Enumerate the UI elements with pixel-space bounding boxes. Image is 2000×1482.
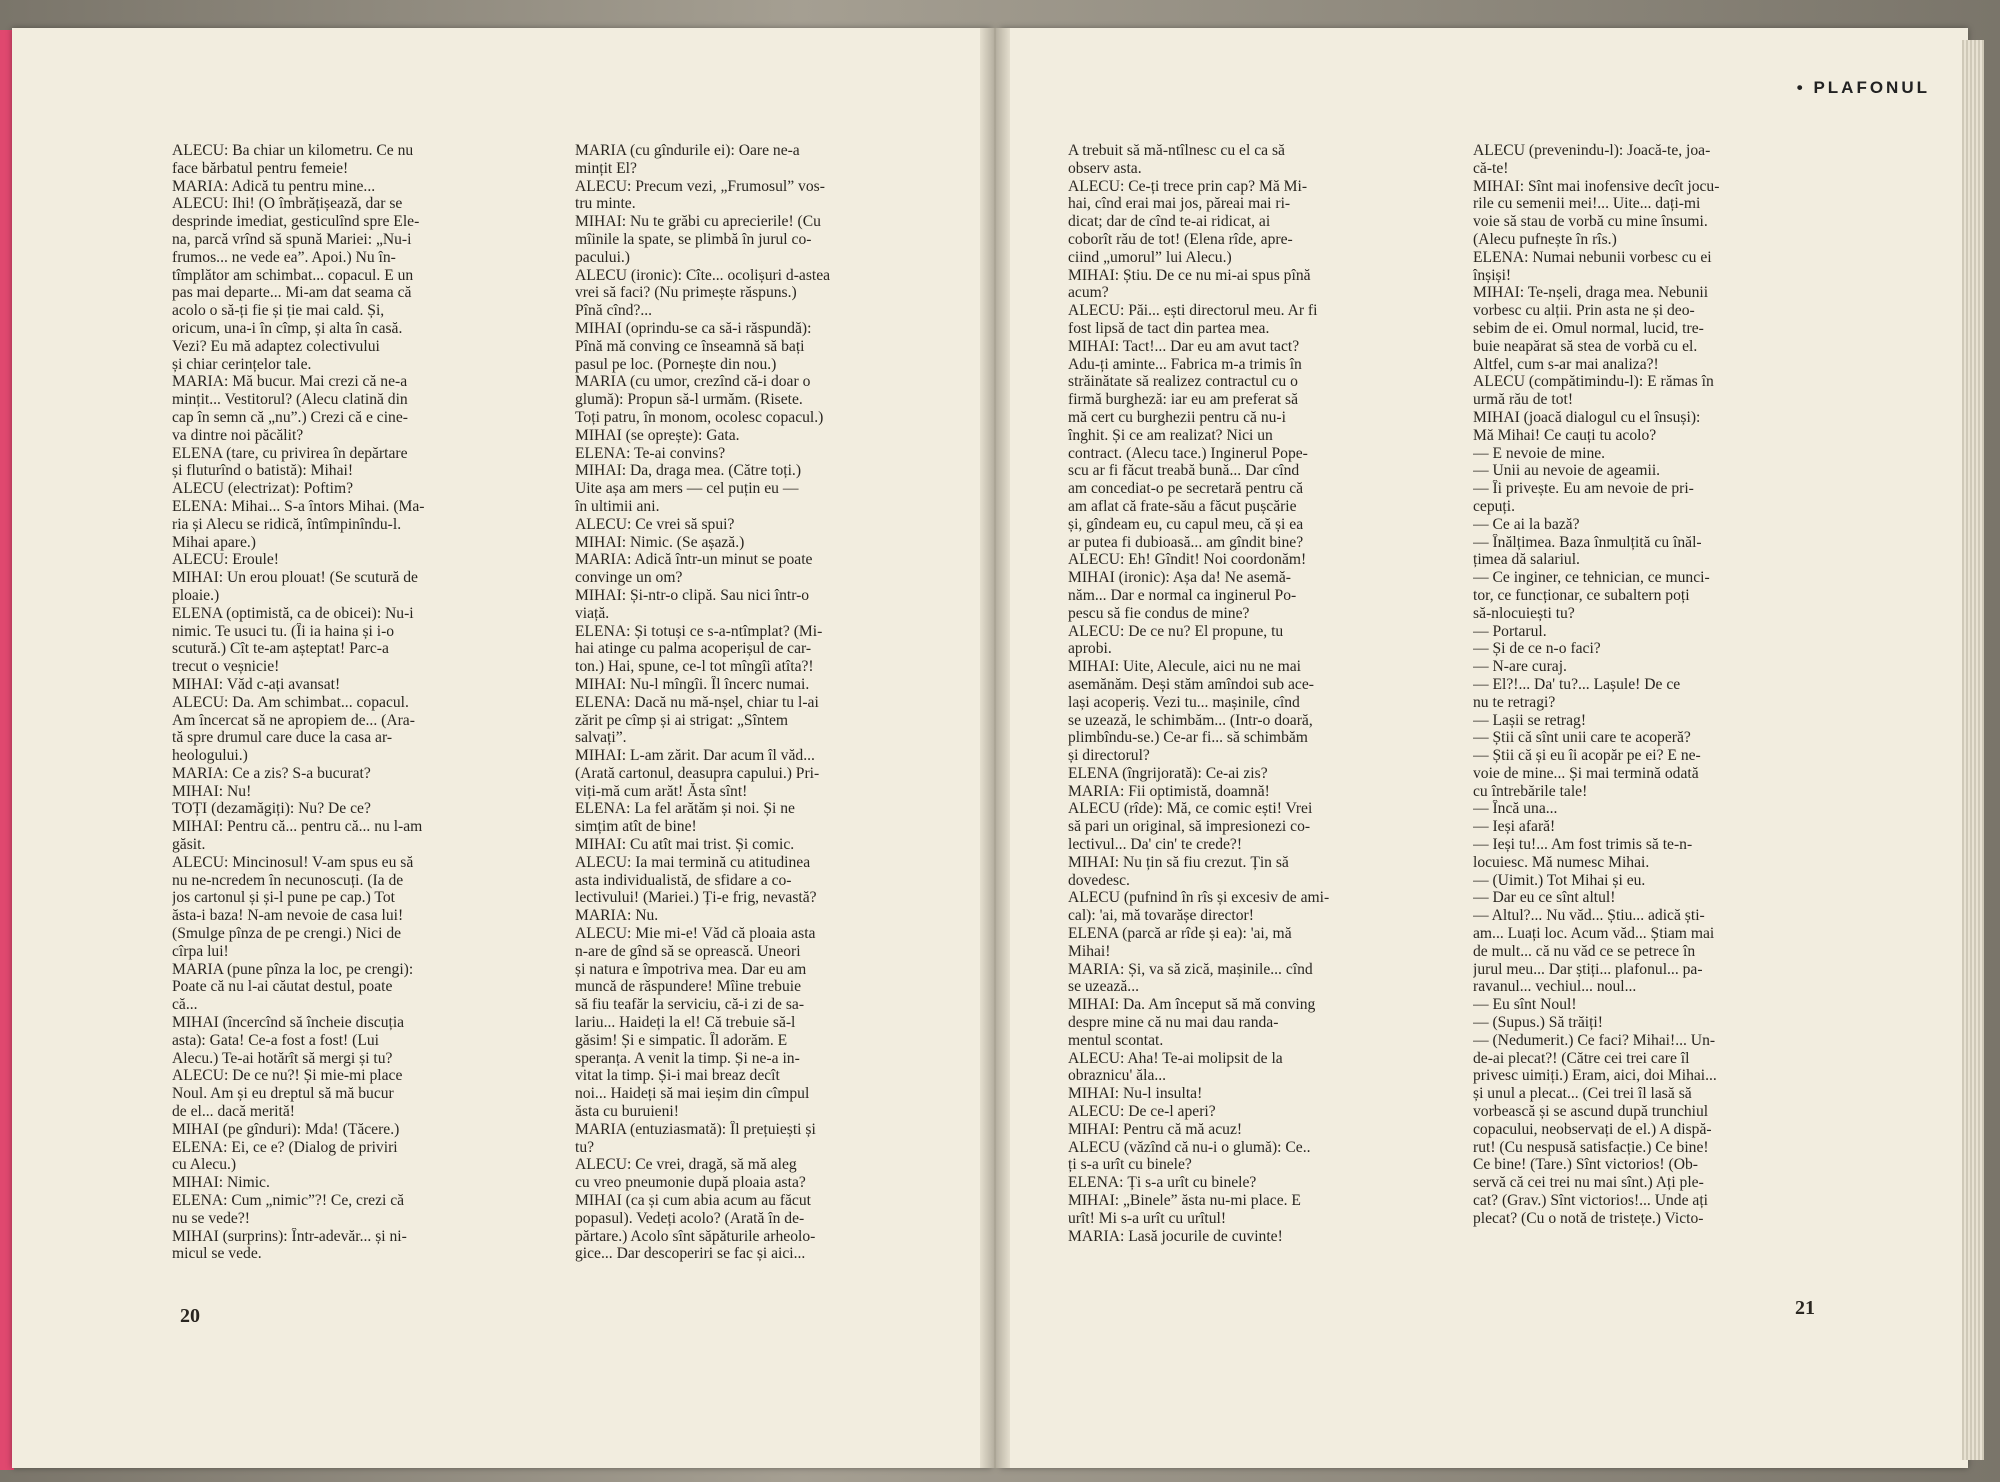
text-line: convinge un om? bbox=[575, 569, 683, 587]
text-line: de-ai plecat?! (Către cei trei care îl bbox=[1473, 1049, 1690, 1067]
text-line: găsit. bbox=[172, 836, 206, 854]
text-line: desprinde imediat, gesticulînd spre Ele- bbox=[172, 213, 420, 231]
text-line: am concediat-o pe secretară pentru că bbox=[1068, 480, 1304, 498]
text-line: — (Uimit.) Tot Mihai și eu. bbox=[1473, 871, 1646, 889]
text-line: aprobi. bbox=[1068, 640, 1112, 658]
text-line: — Ieși tu!... Am fost trimis să te-n- bbox=[1473, 836, 1693, 854]
text-line: ploaie.) bbox=[172, 586, 220, 604]
text-line: găsim! Și e simpatic. Îl adorăm. E bbox=[575, 1031, 788, 1049]
text-line: — N-are curaj. bbox=[1473, 658, 1567, 676]
text-line: ALECU (electrizat): Poftim? bbox=[172, 480, 353, 498]
text-line: asemănăm. Deși stăm amîndoi sub ace- bbox=[1068, 675, 1314, 693]
text-line: vitat la timp. Și-i mai breaz decît bbox=[575, 1067, 780, 1085]
text-line: mă cert cu burghezii pentru că nu-i bbox=[1068, 408, 1286, 426]
text-line: ar putea fi dubioasă... am gîndit bine? bbox=[1068, 533, 1304, 551]
text-line: A trebuit să mă-ntîlnesc cu el ca să bbox=[1068, 142, 1285, 159]
text-line: nu ne-ncredem în necunoscuți. (Ia de bbox=[172, 871, 404, 889]
text-line: pas mai departe... Mi-am dat seama că bbox=[172, 284, 412, 302]
text-line: MARIA (cu gîndurile ei): Oare ne-a bbox=[575, 142, 800, 159]
text-line: tîmplător am schimbat... copacul. E un bbox=[172, 266, 414, 284]
text-line: cu întrebările tale! bbox=[1473, 782, 1588, 800]
text-line: popasul). Vedeți acolo? (Arată în de- bbox=[575, 1209, 805, 1227]
text-line: tru minte. bbox=[575, 195, 636, 213]
text-line: să-nlocuiești tu? bbox=[1473, 604, 1575, 622]
text-line: — Eu sînt Noul! bbox=[1473, 996, 1577, 1014]
text-line: acum? bbox=[1068, 284, 1109, 302]
text-line: MIHAI: Nu! bbox=[172, 782, 252, 800]
text-line: tă spre drumul care duce la casa ar- bbox=[172, 729, 393, 747]
text-line: ALECU (prevenindu-l): Joacă-te, joa- bbox=[1473, 142, 1711, 159]
text-line: coborît rău de tot! (Elena rîde, apre- bbox=[1068, 230, 1293, 248]
text-line: — Și de ce n-o faci? bbox=[1473, 640, 1601, 658]
text-line: ELENA (tare, cu privirea în depărtare bbox=[172, 444, 408, 462]
text-line: — E nevoie de mine. bbox=[1473, 444, 1606, 462]
text-column-3 bbox=[1068, 142, 1418, 1245]
text-line: nu se vede?! bbox=[172, 1209, 250, 1227]
text-line: ELENA: Și totuși ce s-a-ntîmplat? (Mi- bbox=[575, 622, 823, 640]
text-line: MARIA (entuziasmată): Îl prețuiești și bbox=[575, 1120, 816, 1138]
text-line: ALECU: Ihi! (O îmbrățișează, dar se bbox=[172, 195, 403, 213]
text-line: n-are de gînd să se oprească. Uneori bbox=[575, 942, 801, 960]
text-line: — Portarul. bbox=[1473, 622, 1547, 640]
text-line: Alecu.) Te-ai hotărît să mergi și tu? bbox=[172, 1049, 393, 1067]
text-line: frumos... ne vede ea”. Apoi.) Nu în- bbox=[172, 248, 396, 266]
book-gutter bbox=[980, 28, 1010, 1468]
text-line: MIHAI (ca și cum abia acum au făcut bbox=[575, 1192, 811, 1210]
text-line: MIHAI: Sînt mai inofensive decît jocu- bbox=[1473, 177, 1720, 195]
text-line: heologului.) bbox=[172, 747, 248, 765]
text-line: MIHAI: Pentru că... pentru că... nu l-am bbox=[172, 818, 423, 836]
text-line: MIHAI: Un erou plouat! (Se scutură de bbox=[172, 569, 418, 587]
text-line: mințit... Vestitorul? (Alecu clatină din bbox=[172, 391, 408, 409]
text-line: și directorul? bbox=[1068, 747, 1150, 765]
text-line: pacului.) bbox=[575, 248, 630, 266]
text-line: MARIA: Și, va să zică, mașinile... cînd bbox=[1068, 960, 1313, 978]
text-line: înghit. Și ce am realizat? Nici un bbox=[1068, 426, 1273, 444]
text-line: contract. (Alecu tace.) Inginerul Pope- bbox=[1068, 444, 1308, 462]
text-line: (Alecu pufnește în rîs.) bbox=[1473, 230, 1617, 248]
text-line: ravanul... vechiul... noul... bbox=[1473, 978, 1637, 996]
text-line: firmă burgheză: iar eu am preferat să bbox=[1068, 391, 1299, 409]
text-line: ALECU (ironic): Cîte... ocolișuri d-astea bbox=[575, 266, 831, 284]
text-line: MIHAI: Da, draga mea. (Către toți.) bbox=[575, 462, 802, 480]
text-line: și chiar cerințelor tale. bbox=[172, 355, 312, 373]
text-line: MIHAI: Știu. De ce nu mi-ai spus pînă bbox=[1068, 266, 1311, 284]
text-line: cu vreo pneumonie după ploaia asta? bbox=[575, 1174, 806, 1192]
text-line: de el... dacă merită! bbox=[172, 1103, 295, 1121]
text-line: tor, ce funcționar, ce subaltern poți bbox=[1473, 586, 1690, 604]
text-line: cepuți. bbox=[1473, 497, 1515, 515]
text-line: gice... Dar descoperiri se fac și aici... bbox=[575, 1245, 806, 1263]
text-line: Poate că nu l-ai căutat destul, poate bbox=[172, 978, 393, 996]
text-line: ALECU (pufnind în rîs și excesiv de ami- bbox=[1068, 889, 1330, 907]
text-line: — Altul?... Nu văd... Știu... adică ști- bbox=[1473, 907, 1705, 925]
text-line: se uzează... bbox=[1068, 978, 1139, 996]
text-line: — Ieși afară! bbox=[1473, 818, 1556, 836]
text-line: va dintre noi păcălit? bbox=[172, 426, 304, 444]
text-line: nimic. Te usuci tu. (Îi ia haina și i-o bbox=[172, 622, 395, 640]
text-line: ALECU (rîde): Mă, ce comic ești! Vrei bbox=[1068, 800, 1313, 818]
text-line: MARIA: Lasă jocurile de cuvinte! bbox=[1068, 1227, 1283, 1245]
text-line: ALECU: De ce-l aperi? bbox=[1068, 1103, 1216, 1121]
text-line: ALECU: De ce nu?! Și mie-mi place bbox=[172, 1067, 403, 1085]
text-line: ALECU: Eh! Gîndit! Noi coordonăm! bbox=[1068, 551, 1307, 569]
text-line: Noul. Am și eu dreptul să mă bucur bbox=[172, 1085, 394, 1103]
text-line: zărit pe cîmp și ai strigat: „Sîntem bbox=[575, 711, 789, 729]
text-line: ELENA: Cum „nimic”?! Ce, crezi că bbox=[172, 1192, 405, 1210]
text-line: MIHAI: Cu atît mai trist. Și comic. bbox=[575, 836, 795, 854]
text-line: năm... Dar e normal ca inginerul Po- bbox=[1068, 586, 1297, 604]
text-line: ALECU: Ce vrei să spui? bbox=[575, 515, 735, 533]
text-line: ALECU: Păi... ești directorul meu. Ar fi bbox=[1068, 302, 1318, 320]
text-line: MIHAI: Văd c-ați avansat! bbox=[172, 675, 341, 693]
text-line: privesc uimiți.) Eram, aici, doi Mihai... bbox=[1473, 1067, 1717, 1085]
text-line: MIHAI: Tact!... Dar eu am avut tact? bbox=[1068, 337, 1300, 355]
text-line: ELENA: Numai nebunii vorbesc cu ei bbox=[1473, 248, 1712, 266]
text-line: — Înălțimea. Baza înmulțită cu înăl- bbox=[1473, 533, 1702, 551]
text-line: mîinile la spate, se plimbă în jurul co- bbox=[575, 230, 812, 248]
text-line: voie de mine... Și mai termină odată bbox=[1473, 764, 1699, 782]
page-edges bbox=[1962, 40, 1984, 1460]
text-line: pescu să fie condus de mine? bbox=[1068, 604, 1250, 622]
text-line: MIHAI: Uite, Alecule, aici nu ne mai bbox=[1068, 658, 1301, 676]
text-line: ALECU: Precum vezi, „Frumosul” vos- bbox=[575, 177, 825, 195]
text-line: ALECU: Da. Am schimbat... copacul. bbox=[172, 693, 409, 711]
text-line: ăsta cu buruieni! bbox=[575, 1103, 679, 1121]
text-line: ți s-a urît cu binele? bbox=[1068, 1156, 1192, 1174]
text-line: Mă Mihai! Ce cauți tu acolo? bbox=[1473, 426, 1657, 444]
text-line: ELENA (îngrijorată): Ce-ai zis? bbox=[1068, 764, 1268, 782]
text-line: și fluturînd o batistă): Mihai! bbox=[172, 462, 354, 480]
text-line: MIHAI (surprins): Într-adevăr... și ni- bbox=[172, 1227, 407, 1245]
text-line: dicat; dar de cînd te-ai ridicat, ai bbox=[1068, 213, 1271, 231]
text-line: — Unii au nevoie de ageamii. bbox=[1473, 462, 1661, 480]
text-line: cu Alecu.) bbox=[172, 1156, 237, 1174]
text-line: și unul a plecat... (Cei trei îl lasă să bbox=[1473, 1085, 1692, 1103]
text-line: glumă): Propun să-l urmăm. (Risete. bbox=[575, 391, 803, 409]
text-line: servă că cei trei nu mai sînt.) Ați ple- bbox=[1473, 1174, 1704, 1192]
text-line: MIHAI: Da. Am început să mă conving bbox=[1068, 996, 1316, 1014]
text-line: ALECU (compătimindu-l): E rămas în bbox=[1473, 373, 1714, 391]
text-line: plimbîndu-se.) Ce-ar fi... să schimbăm bbox=[1068, 729, 1308, 747]
text-line: să pari un original, să impresionezi co- bbox=[1068, 818, 1311, 836]
text-line: părtare.) Acolo sînt săpăturile arheolo- bbox=[575, 1227, 816, 1245]
text-line: am... Luați loc. Acum văd... Știam mai bbox=[1473, 925, 1715, 943]
text-line: ăsta-i baza! N-am nevoie de casa lui! bbox=[172, 907, 404, 925]
text-line: ALECU: Ce vrei, dragă, să mă aleg bbox=[575, 1156, 797, 1174]
text-line: nu te retragi? bbox=[1473, 693, 1556, 711]
text-line: speranța. A venit la timp. Și ne-a in- bbox=[575, 1049, 800, 1067]
text-line: scu ar fi făcut treabă bună... Dar cînd bbox=[1068, 462, 1300, 480]
text-line: Vezi? Eu mă adaptez colectivului bbox=[172, 337, 380, 355]
running-head: • PLAFONUL bbox=[1796, 78, 1930, 97]
text-line: vorbesc cu alții. Prin asta ne și deo- bbox=[1473, 302, 1695, 320]
text-line: MIHAI: Nimic. (Se așază.) bbox=[575, 533, 745, 551]
text-line: salvați”. bbox=[575, 729, 627, 747]
text-line: ELENA: Ei, ce e? (Dialog de priviri bbox=[172, 1138, 398, 1156]
text-line: — Știi că și eu îi acopăr pe ei? E ne- bbox=[1473, 747, 1701, 765]
text-line: cap în semn că „nu”.) Crezi că e cine- bbox=[172, 408, 408, 426]
text-line: ALECU: Ba chiar un kilometru. Ce nu bbox=[172, 142, 414, 159]
text-line: de mult... că nu văd ce se petrece în bbox=[1473, 942, 1696, 960]
text-line: MARIA: Mă bucur. Mai crezi că ne-a bbox=[172, 373, 408, 391]
text-line: (Arată cartonul, deasupra capului.) Pri- bbox=[575, 764, 820, 782]
text-line: străinătate să realizez contractul cu o bbox=[1068, 373, 1298, 391]
text-line: că-te! bbox=[1473, 159, 1509, 177]
text-line: rut! (Cu nespusă satisfacție.) Ce bine! bbox=[1473, 1138, 1709, 1156]
text-line: Uite așa am mers — cel puțin eu — bbox=[575, 480, 799, 498]
text-line: MIHAI (oprindu-se ca să-i răspundă): bbox=[575, 319, 812, 337]
text-line: cal): 'ai, mă tovarășe director! bbox=[1068, 907, 1254, 925]
text-line: ELENA: Dacă nu mă-nșel, chiar tu l-ai bbox=[575, 693, 819, 711]
text-line: MIHAI: „Binele” ăsta nu-mi place. E bbox=[1068, 1192, 1301, 1210]
text-line: cat? (Grav.) Sînt victorios!... Unde ați bbox=[1473, 1192, 1708, 1210]
text-line: mentul scontat. bbox=[1068, 1031, 1164, 1049]
text-line: ton.) Hai, spune, ce-l tot mîngîi atîta?! bbox=[575, 658, 814, 676]
text-line: Adu-ți aminte... Fabrica m-a trimis în bbox=[1068, 355, 1302, 373]
text-line: hai atinge cu palma acoperișul de car- bbox=[575, 640, 812, 658]
text-line: despre mine că nu mai dau randa- bbox=[1068, 1014, 1279, 1032]
text-line: MARIA: Fii optimistă, doamnă! bbox=[1068, 782, 1270, 800]
text-line: Pînă cînd?... bbox=[575, 302, 653, 320]
text-line: Altfel, cum s-ar mai analiza?! bbox=[1473, 355, 1659, 373]
text-line: și natura e împotriva mea. Dar eu am bbox=[575, 960, 807, 978]
text-line: mințit El? bbox=[575, 159, 637, 177]
text-line: ALECU: Aha! Te-ai molipsit de la bbox=[1068, 1049, 1283, 1067]
text-line: — Știi că sînt unii care te acoperă? bbox=[1473, 729, 1691, 747]
text-line: asta): Gata! Ce-a fost a fost! (Lui bbox=[172, 1031, 379, 1049]
text-line: ALECU (văzînd că nu-i o glumă): Ce.. bbox=[1068, 1138, 1311, 1156]
text-line: MARIA: Nu. bbox=[575, 907, 659, 925]
text-line: ALECU: De ce nu? El propune, tu bbox=[1068, 622, 1284, 640]
text-line: ALECU: Eroule! bbox=[172, 551, 279, 569]
text-line: oricum, una-i în cîmp, și alta în casă. bbox=[172, 319, 403, 337]
text-line: înșiși! bbox=[1473, 266, 1512, 284]
text-line: cîrpa lui! bbox=[172, 942, 229, 960]
text-line: — El?!... Da' tu?... Lașule! De ce bbox=[1473, 675, 1681, 693]
text-line: obraznicu' ăla... bbox=[1068, 1067, 1167, 1085]
text-line: MIHAI: L-am zărit. Dar acum îl văd... bbox=[575, 747, 815, 765]
text-line: Mihai! bbox=[1068, 942, 1111, 960]
text-line: ALECU: Mie mi-e! Văd că ploaia asta bbox=[575, 925, 816, 943]
text-line: MIHAI (se oprește): Gata. bbox=[575, 426, 740, 444]
text-line: MIHAI: Nu țin să fiu crezut. Țin să bbox=[1068, 853, 1289, 871]
text-line: lectivul... Da' cin' te crede?! bbox=[1068, 836, 1243, 854]
text-line: MARIA: Ce a zis? S-a bucurat? bbox=[172, 764, 371, 782]
text-line: na, parcă vrînd să spună Mariei: „Nu-i bbox=[172, 230, 412, 248]
text-line: TOȚI (dezamăgiți): Nu? De ce? bbox=[172, 800, 371, 818]
text-line: că... bbox=[172, 996, 198, 1014]
text-line: — (Supus.) Să trăiți! bbox=[1473, 1014, 1603, 1032]
text-column-2 bbox=[575, 142, 925, 1263]
page-number-left: 20 bbox=[180, 1305, 200, 1327]
text-line: scutură.) Cît te-am așteptat! Parc-a bbox=[172, 640, 389, 658]
text-line: simțim atît de bine! bbox=[575, 818, 697, 836]
text-line: sebim de ei. Omul normal, lucid, tre- bbox=[1473, 319, 1704, 337]
text-line: MIHAI (încercînd să încheie discuția bbox=[172, 1014, 405, 1032]
text-line: viți-mă cum arăt! Ăsta sînt! bbox=[575, 782, 748, 800]
text-line: MIHAI (pe gînduri): Mda! (Tăcere.) bbox=[172, 1120, 400, 1138]
text-line: Mihai apare.) bbox=[172, 533, 256, 551]
text-line: Toți patru, în monom, ocolesc copacul.) bbox=[575, 408, 824, 426]
text-line: vorbească și se ascund după trunchiul bbox=[1473, 1103, 1709, 1121]
text-line: voie să stau de vorbă cu mine însumi. bbox=[1473, 213, 1708, 231]
text-line: țimea dă salariul. bbox=[1473, 551, 1580, 569]
text-column-1 bbox=[172, 142, 522, 1263]
text-line: ELENA: Ți s-a urît cu binele? bbox=[1068, 1174, 1257, 1192]
text-line: fost lipsă de tact din partea mea. bbox=[1068, 319, 1270, 337]
text-line: — Dar eu ce sînt altul! bbox=[1473, 889, 1616, 907]
text-line: — Lașii se retrag! bbox=[1473, 711, 1587, 729]
text-line: Pînă mă conving ce înseamnă să bați bbox=[575, 337, 805, 355]
text-line: urmă rău de tot! bbox=[1473, 391, 1574, 409]
text-line: jurul meu... Dar știți... plafonul... pa- bbox=[1473, 960, 1703, 978]
text-line: MIHAI: Nu-l mîngîi. Îl încerc numai. bbox=[575, 675, 810, 693]
page-number-right: 21 bbox=[1795, 1297, 1815, 1319]
text-line: MARIA (pune pînza la loc, pe crengi): bbox=[172, 960, 414, 978]
text-line: (Smulge pînza de pe crengi.) Nici de bbox=[172, 925, 402, 943]
text-line: — Îi privește. Eu am nevoie de pri- bbox=[1473, 480, 1694, 498]
text-line: — Ce inginer, ce tehnician, ce munci- bbox=[1473, 569, 1710, 587]
text-line: — Ce ai la bază? bbox=[1473, 515, 1580, 533]
text-line: noi... Haideți să mai ieșim din cîmpul bbox=[575, 1085, 810, 1103]
text-line: MIHAI: Și-ntr-o clipă. Sau nici într-o bbox=[575, 586, 810, 604]
text-line: MIHAI: Nimic. bbox=[172, 1174, 270, 1192]
text-line: ELENA: La fel arătăm și noi. Și ne bbox=[575, 800, 795, 818]
text-line: MARIA: Adică tu pentru mine... bbox=[172, 177, 376, 195]
text-line: — Încă una... bbox=[1473, 800, 1558, 818]
text-line: micul se vede. bbox=[172, 1245, 262, 1263]
text-line: acolo o să-ți fie și ție mai cald. Și, bbox=[172, 302, 385, 320]
text-line: copacului, neobservați de el.) A dispă- bbox=[1473, 1120, 1712, 1138]
text-line: ALECU: Ia mai termină cu atitudinea bbox=[575, 853, 811, 871]
text-line: face bărbatul pentru femeie! bbox=[172, 159, 349, 177]
text-line: ELENA: Te-ai convins? bbox=[575, 444, 726, 462]
text-line: ELENA: Mihai... S-a întors Mihai. (Ma- bbox=[172, 497, 425, 515]
text-line: am aflat că frate-său a făcut pușcărie bbox=[1068, 497, 1297, 515]
text-line: tu? bbox=[575, 1138, 595, 1156]
text-line: rile cu semenii mei!... Uite... dați-mi bbox=[1473, 195, 1701, 213]
text-line: ELENA (optimistă, ca de obicei): Nu-i bbox=[172, 604, 414, 622]
text-line: MARIA (cu umor, crezînd că-i doar o bbox=[575, 373, 811, 391]
text-line: ciind „umorul” lui Alecu.) bbox=[1068, 248, 1232, 266]
text-line: — (Nedumerit.) Ce faci? Mihai!... Un- bbox=[1473, 1031, 1716, 1049]
text-column-4 bbox=[1473, 142, 1823, 1228]
text-line: să fiu teafăr la serviciu, că-i zi de sa- bbox=[575, 996, 805, 1014]
text-line: în ultimii ani. bbox=[575, 497, 660, 515]
text-line: MIHAI (ironic): Așa da! Ne asemă- bbox=[1068, 569, 1291, 587]
text-line: ria și Alecu se ridică, întîmpinîndu-l. bbox=[172, 515, 402, 533]
text-line: dovedesc. bbox=[1068, 871, 1130, 889]
text-line: lariu... Haideți la el! Că trebuie să-l bbox=[575, 1014, 796, 1032]
text-line: se uzează, le schimbăm... (Intr-o doară, bbox=[1068, 711, 1313, 729]
text-line: ELENA (parcă ar rîde și ea): 'ai, mă bbox=[1068, 925, 1292, 943]
text-line: muncă de răspundere! Mîine trebuie bbox=[575, 978, 802, 996]
text-line: trecut o veșnicie! bbox=[172, 658, 280, 676]
text-line: plecat? (Cu o notă de tristețe.) Victo- bbox=[1473, 1209, 1704, 1227]
text-line: jos cartonul și și-l pune pe cap.) Tot bbox=[172, 889, 395, 907]
text-line: ALECU: Ce-ți trece prin cap? Mă Mi- bbox=[1068, 177, 1308, 195]
text-line: MARIA: Adică într-un minut se poate bbox=[575, 551, 813, 569]
text-line: lași acoperiș. Vezi tu... mașinile, cînd bbox=[1068, 693, 1300, 711]
text-line: și, gîndeam eu, cu capul meu, că și ea bbox=[1068, 515, 1304, 533]
text-line: lectivului! (Mariei.) Ți-e frig, nevastă? bbox=[575, 889, 817, 907]
text-line: MIHAI (joacă dialogul cu el însuși): bbox=[1473, 408, 1701, 426]
text-line: MIHAI: Te-nșeli, draga mea. Nebunii bbox=[1473, 284, 1709, 302]
text-line: observ asta. bbox=[1068, 159, 1142, 177]
text-line: hai, cînd erai mai jos, păreai mai ri- bbox=[1068, 195, 1291, 213]
text-line: MIHAI: Nu-l insulta! bbox=[1068, 1085, 1203, 1103]
text-line: MIHAI: Pentru că mă acuz! bbox=[1068, 1120, 1243, 1138]
text-line: MIHAI: Nu te grăbi cu aprecierile! (Cu bbox=[575, 213, 821, 231]
text-line: ALECU: Mincinosul! V-am spus eu să bbox=[172, 853, 414, 871]
text-line: pasul pe loc. (Pornește din nou.) bbox=[575, 355, 777, 373]
text-line: vrei să faci? (Nu primește răspuns.) bbox=[575, 284, 797, 302]
text-line: asta individualistă, de sfidare a co- bbox=[575, 871, 792, 889]
text-line: buie neapărat să stea de vorbă cu el. bbox=[1473, 337, 1698, 355]
text-line: Ce bine! (Tare.) Sînt victorios! (Ob- bbox=[1473, 1156, 1698, 1174]
text-line: locuiesc. Mă numesc Mihai. bbox=[1473, 853, 1650, 871]
text-line: urît! Mi s-a urît cu urîtul! bbox=[1068, 1209, 1227, 1227]
text-line: Am încercat să ne apropiem de... (Ara- bbox=[172, 711, 415, 729]
text-line: viață. bbox=[575, 604, 610, 622]
